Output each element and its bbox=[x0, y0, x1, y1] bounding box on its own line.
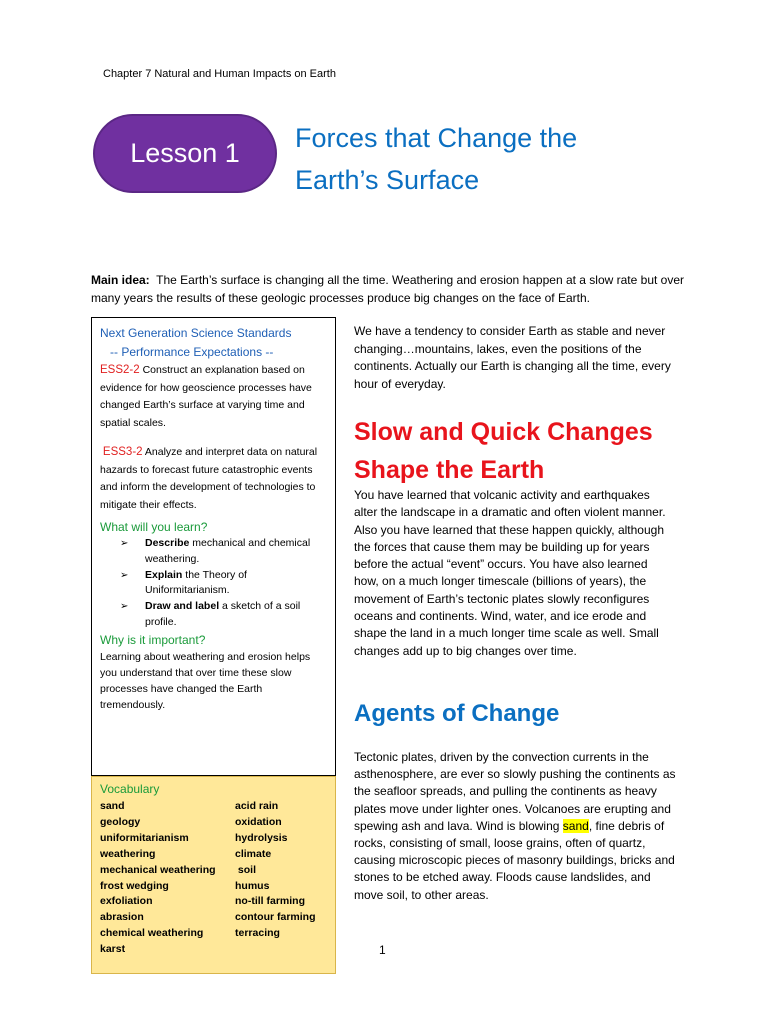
learn-item-verb: Explain bbox=[145, 568, 183, 581]
section-paragraph-2 bbox=[354, 749, 676, 904]
standards-box bbox=[91, 317, 336, 776]
learn-heading: What will you learn? bbox=[100, 520, 208, 534]
main-idea-label: Main idea: bbox=[91, 273, 150, 287]
vocabulary-list-right bbox=[235, 799, 335, 958]
vocab-term: weathering bbox=[100, 847, 156, 860]
vocab-term: abrasion bbox=[100, 911, 144, 924]
standard-item bbox=[100, 362, 326, 432]
section-paragraph-1: You have learned that volcanic activity and earthquakes alter the landscape in a dramatic and often violent manner. Also you have learned that these happen quickly, although the forces that cause them may be building up for years before the actual “event” occurs. You have also learned how, on a much longer timescale (billions of years), the movement of Earth’s tectonic plates slowly reconfigures oceans and continents. Wind, water, and ice erode and shape the land in a much longer time scale as well. Small changes add up to big changes over time. bbox=[354, 488, 666, 658]
vocab-term: oxidation bbox=[235, 815, 282, 828]
learn-item-verb: Draw and label bbox=[145, 600, 220, 613]
vocab-term: exfoliation bbox=[100, 895, 153, 908]
vocab-term: geology bbox=[100, 815, 141, 828]
arrow-bullet-icon: ➢ bbox=[120, 601, 129, 613]
standard-code: ESS2-2 bbox=[100, 364, 140, 376]
lesson-badge bbox=[93, 114, 277, 193]
paragraph-text: Tectonic plates, driven by the convection currents in the asthenosphere, are ever so slowly pushing the continents as the seafloor spreads, and pulling the continents as heavy plates move under lighter ones. Volcanoes are erupting and spewing ash and lava. Wind is blowing bbox=[354, 750, 676, 833]
vocab-term: terracing bbox=[235, 927, 280, 940]
standards-subtitle: -- Performance Expectations -- bbox=[110, 345, 274, 359]
standard-item bbox=[100, 444, 326, 514]
vocab-term: no-till farming bbox=[235, 895, 305, 908]
chapter-header: Chapter 7 Natural and Human Impacts on Earth bbox=[103, 68, 336, 80]
standards-title: Next Generation Science Standards bbox=[100, 326, 292, 340]
vocab-term: climate bbox=[235, 847, 272, 860]
vocabulary-title: Vocabulary bbox=[100, 782, 160, 796]
vocab-term: frost wedging bbox=[100, 879, 169, 892]
standard-text: Construct an explanation based on evidence for how geoscience processes have changed Earth’s surface at varying time and spatial scales. bbox=[100, 364, 312, 429]
learn-item bbox=[100, 599, 326, 631]
learn-item-text: mechanical and chemical weathering. bbox=[145, 537, 311, 565]
vocabulary-list-left bbox=[100, 799, 235, 958]
vocab-term: karst bbox=[100, 943, 126, 956]
why-text: Learning about weathering and erosion helps you understand that over time these slow processes have changed the Earth tremendously. bbox=[100, 650, 311, 711]
main-idea bbox=[91, 271, 691, 307]
vocab-term: humus bbox=[235, 879, 270, 892]
vocab-term: chemical weathering bbox=[100, 927, 204, 940]
learn-item bbox=[100, 568, 326, 600]
learn-item-text: the Theory of Uniformitarianism. bbox=[145, 568, 247, 597]
learn-item bbox=[100, 536, 326, 568]
vocab-term: soil bbox=[235, 863, 257, 876]
standard-text: Analyze and interpret data on natural hazards to forecast future catastrophic events and inform the development of technologies to mitigate their effects. bbox=[100, 446, 318, 511]
lesson-badge-label: Lesson 1 bbox=[130, 138, 240, 168]
intro-paragraph bbox=[354, 323, 674, 393]
vocab-term: contour farming bbox=[235, 911, 316, 924]
vocab-term: mechanical weathering bbox=[100, 863, 216, 876]
standard-code: ESS3-2 bbox=[102, 446, 143, 458]
vocab-term: uniformitarianism bbox=[100, 831, 189, 844]
vocab-term: acid rain bbox=[235, 800, 279, 812]
learn-item-verb: Describe bbox=[145, 537, 190, 549]
lesson-title-line-2: Earth’s Surface bbox=[295, 165, 480, 195]
arrow-bullet-icon: ➢ bbox=[120, 538, 129, 549]
intro-text: We have a tendency to consider Earth as stable and never changing…mountains, lakes, even the positions of the continents. Actually our Earth is changing all the time, every hour of everyday. bbox=[354, 324, 671, 391]
learn-item-text: a sketch of a soil profile. bbox=[145, 600, 301, 628]
lesson-title bbox=[295, 117, 675, 201]
main-idea-text: The Earth’s surface is changing all the time. Weathering and erosion happen at a slow rate but over many years the results of these geologic processes produce big changes on the face of Earth. bbox=[91, 273, 685, 305]
page-number: 1 bbox=[379, 943, 386, 957]
learn-list bbox=[100, 536, 335, 631]
section-heading-agents: Agents of Change bbox=[354, 700, 560, 727]
vocabulary-box bbox=[91, 776, 336, 974]
paragraph-text: , fine debris of rocks, consisting of small, loose grains, often of quartz, causing microscopic pieces of masonry buildings, bricks and stones to be etched away. Floods cause landslides, and move soil, to other areas. bbox=[354, 818, 675, 902]
vocab-term: hydrolysis bbox=[235, 831, 288, 844]
section-heading-slow-quick: Slow and Quick Changes Shape the Earth bbox=[354, 418, 653, 484]
highlighted-term: sand bbox=[562, 818, 589, 833]
vocab-term: sand bbox=[100, 800, 125, 812]
why-heading: Why is it important? bbox=[100, 632, 206, 647]
lesson-title-line-1: Forces that Change the bbox=[295, 123, 578, 153]
arrow-bullet-icon: ➢ bbox=[120, 569, 129, 581]
